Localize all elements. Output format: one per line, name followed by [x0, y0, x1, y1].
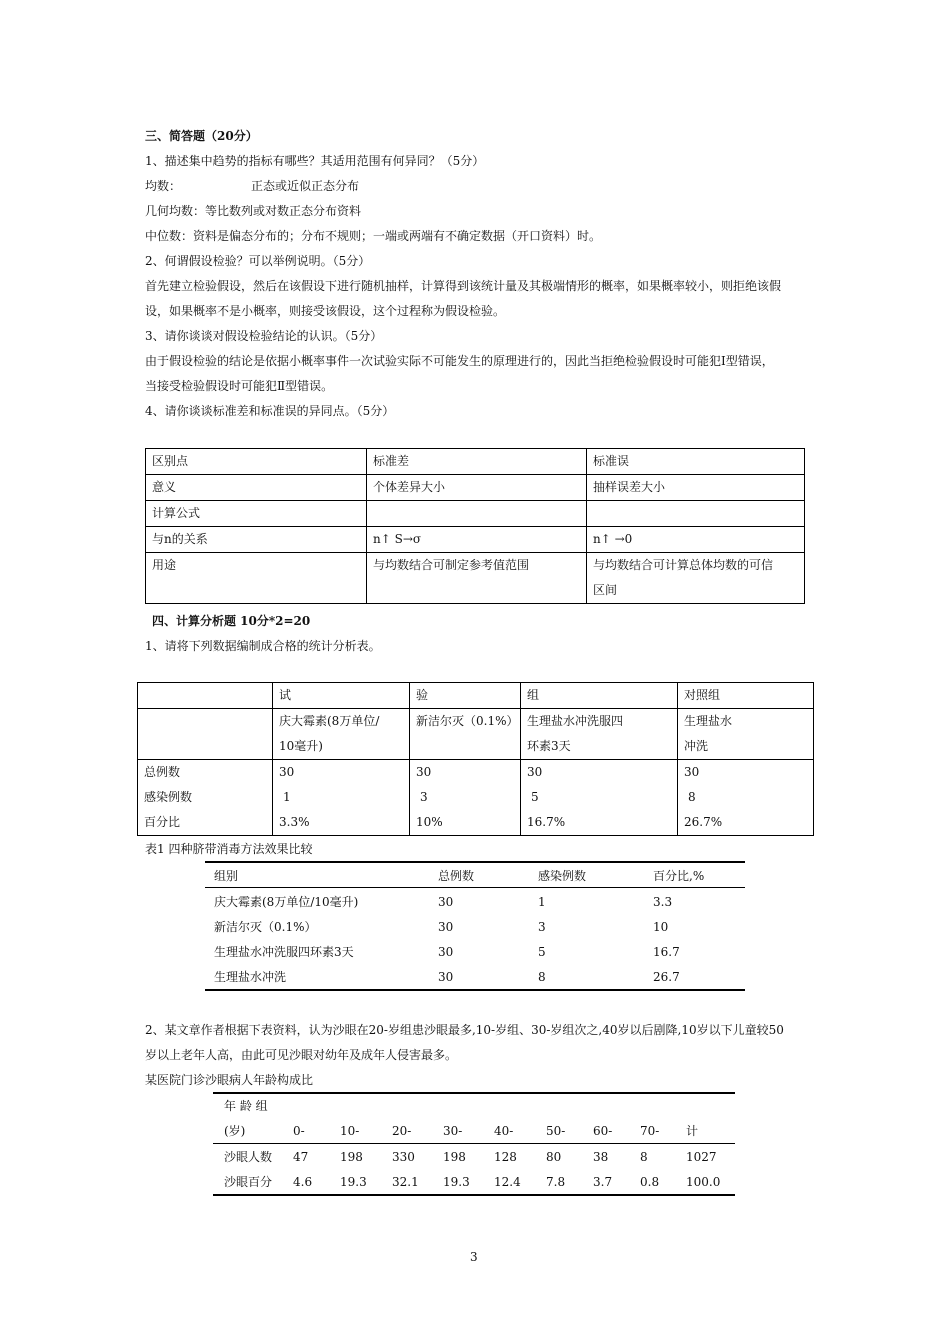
- table-cell: 3.7: [593, 1175, 613, 1189]
- table-cell: 19.3: [340, 1175, 367, 1189]
- table-header-cell: 百分比,%: [653, 869, 705, 883]
- table-bottom-rule: [205, 989, 745, 991]
- table-cell: 5: [538, 945, 546, 959]
- table-cell: 128: [494, 1150, 517, 1164]
- cell-line: 8: [688, 790, 696, 804]
- table-row: [146, 475, 805, 501]
- table-row: [138, 760, 814, 836]
- table-cell: n↑ S→σ: [367, 527, 587, 553]
- cell-line: 5: [531, 790, 539, 804]
- cell-line: 新洁尔灭（0.1%）: [416, 714, 519, 728]
- table-cell: 对照组: [678, 683, 814, 709]
- table-header-cell: 10-: [340, 1124, 360, 1138]
- answer-1a-text: 正态或近似正态分布: [251, 179, 360, 193]
- table-cell: [273, 760, 410, 836]
- cell-line: 总例数: [144, 765, 181, 779]
- table-cell: 沙眼人数: [224, 1150, 273, 1164]
- table-cell: 198: [443, 1150, 466, 1164]
- table-cell: 抽样误差大小: [587, 475, 805, 501]
- table-row: [146, 553, 805, 604]
- table-cell: [367, 501, 587, 527]
- question-3: 3、请你谈谈对假设检验结论的认识。（5分）: [145, 329, 383, 343]
- table-cell: 8: [640, 1150, 648, 1164]
- table-cell: 30: [438, 895, 454, 909]
- table-row: [146, 449, 805, 475]
- sd-se-compare-table: [145, 448, 805, 604]
- cell-line: 30: [527, 765, 543, 779]
- table-cell: 意义: [146, 475, 367, 501]
- table-cell: 个体差异大小: [367, 475, 587, 501]
- table-cell: 12.4: [494, 1175, 521, 1189]
- table-header-cell: 30-: [443, 1124, 463, 1138]
- page-number: 3: [470, 1250, 478, 1264]
- answer-2-line2: 设，如果概率不是小概率，则接受该假设，这个过程称为假设检验。: [145, 304, 506, 318]
- table-cell: 30: [438, 970, 454, 984]
- table-header-cell: 0-: [293, 1124, 305, 1138]
- answer-1b: 几何均数：等比数列或对数正态分布资料: [145, 204, 362, 218]
- table-cell: 8: [538, 970, 546, 984]
- table-header-cell: 感染例数: [538, 869, 587, 883]
- table-cell: 80: [546, 1150, 562, 1164]
- cell-line: 3.3%: [279, 815, 310, 829]
- cell-line: 百分比: [144, 815, 181, 829]
- answer-1c: 中位数：资料是偏态分布的；分布不规则；一端或两端有不确定数据（开口资料）时。: [145, 229, 602, 243]
- table-cell: [410, 709, 521, 760]
- section4-question-2-line2: 岁以上老年人高，由此可见沙眼对幼年及成年人侵害最多。: [145, 1048, 458, 1062]
- raw-data-table: [137, 682, 814, 836]
- question-2: 2、何谓假设检验？可以举例说明。（5分）: [145, 254, 371, 268]
- table-cell: 与n的关系: [146, 527, 367, 553]
- section4-question-1: 1、请将下列数据编制成合格的统计分析表。: [145, 639, 381, 653]
- table-header-cell: 40-: [494, 1124, 514, 1138]
- cell-line: 26.7%: [684, 815, 723, 829]
- table-cell: 30: [438, 945, 454, 959]
- answer-1a-label: 均数：: [145, 179, 182, 193]
- table-row: [138, 709, 814, 760]
- table-cell: [521, 709, 678, 760]
- table-cell: [410, 760, 521, 836]
- table-cell: 0.8: [640, 1175, 660, 1189]
- cell-line: 感染例数: [144, 790, 193, 804]
- table-row: [146, 501, 805, 527]
- table-cell: 验: [410, 683, 521, 709]
- cell-line: 区间: [593, 583, 618, 597]
- cell-line: 10毫升): [279, 739, 323, 753]
- table-cell: [138, 709, 273, 760]
- table-top-rule: [213, 1092, 735, 1094]
- table-cell: [273, 709, 410, 760]
- cell-line: 16.7%: [527, 815, 566, 829]
- question-1: 1、描述集中趋势的指标有哪些？其适用范围有何异同？（5分）: [145, 154, 485, 168]
- table-header-cell: 总例数: [438, 869, 475, 883]
- table-header-cell: 60-: [593, 1124, 613, 1138]
- table-cell: 生理盐水冲洗: [214, 970, 287, 984]
- table-header-cell: 计: [686, 1124, 699, 1138]
- table-cell: 4.6: [293, 1175, 313, 1189]
- cell-line: 冲洗: [684, 739, 709, 753]
- table-mid-rule: [213, 1143, 735, 1144]
- table-cell: [138, 683, 273, 709]
- cell-line: 30: [684, 765, 700, 779]
- trachoma-table-caption: 某医院门诊沙眼病人年龄构成比: [145, 1073, 314, 1087]
- section4-question-2-line1: 2、某文章作者根据下表资料，认为沙眼在20-岁组患沙眼最多,10-岁组、30-岁组次之,40岁以后剧降,10岁以下儿童较50: [145, 1023, 784, 1037]
- table-cell: 198: [340, 1150, 363, 1164]
- cell-line: 环素3天: [527, 739, 571, 753]
- table-header-cell: 组别: [214, 869, 239, 883]
- table-cell: 3: [538, 920, 546, 934]
- table-cell: [587, 553, 805, 604]
- table-cell: 标准误: [587, 449, 805, 475]
- cell-line: 生理盐水: [684, 714, 733, 728]
- cell-line: 10%: [416, 815, 443, 829]
- table-header-cell: 年 龄 组: [224, 1099, 268, 1113]
- table1-caption: 表1 四种脐带消毒方法效果比较: [145, 842, 313, 856]
- table-cell: 计算公式: [146, 501, 367, 527]
- table-cell: 3.3: [653, 895, 673, 909]
- table-cell: 区别点: [146, 449, 367, 475]
- table-header-cell: 70-: [640, 1124, 660, 1138]
- table-cell: 47: [293, 1150, 309, 1164]
- section3-title: 三、简答题（20分）: [145, 129, 258, 143]
- section4-title: 四、计算分析题 10分*2=20: [152, 614, 311, 628]
- answer-3-line2: 当接受检验假设时可能犯Ⅱ型错误。: [145, 379, 334, 393]
- table-cell: 32.1: [392, 1175, 419, 1189]
- table-cell: [678, 760, 814, 836]
- table-cell: 1027: [686, 1150, 717, 1164]
- table-top-rule: [205, 861, 745, 863]
- answer-3-line1: 由于假设检验的结论是依据小概率事件一次试验实际不可能发生的原理进行的，因此当拒绝检验假设时可能犯Ⅰ型错误，: [145, 354, 774, 368]
- table-row: [138, 683, 814, 709]
- table-cell: 与均数结合可制定参考值范围: [367, 553, 587, 604]
- cell-line: 生理盐水冲洗服四: [527, 714, 624, 728]
- table-cell: 标准差: [367, 449, 587, 475]
- table-cell: 26.7: [653, 970, 680, 984]
- cell-line: 30: [279, 765, 295, 779]
- cell-line: 3: [420, 790, 428, 804]
- table-cell: [521, 760, 678, 836]
- table-header-cell: (岁): [224, 1124, 246, 1138]
- table-cell: 沙眼百分: [224, 1175, 273, 1189]
- table-cell: 30: [438, 920, 454, 934]
- table-cell: 100.0: [686, 1175, 721, 1189]
- table-header-cell: 20-: [392, 1124, 412, 1138]
- cell-line: 与均数结合可计算总体均数的可信: [593, 558, 774, 572]
- table-cell: 组: [521, 683, 678, 709]
- table-cell: [678, 709, 814, 760]
- cell-line: 庆大霉素(8万单位/: [279, 714, 380, 728]
- answer-2-line1: 首先建立检验假设，然后在该假设下进行随机抽样，计算得到该统计量及其极端情形的概率，如果概率较小，则拒绝该假: [145, 279, 782, 293]
- table-header-cell: 50-: [546, 1124, 566, 1138]
- table-cell: 新洁尔灭（0.1%）: [214, 920, 317, 934]
- table-cell: 16.7: [653, 945, 680, 959]
- question-4: 4、请你谈谈标准差和标准误的异同点。（5分）: [145, 404, 395, 418]
- cell-line: 1: [283, 790, 291, 804]
- table-cell: 7.8: [546, 1175, 566, 1189]
- table-cell: n↑ →0: [587, 527, 805, 553]
- table-cell: 生理盐水冲洗服四环素3天: [214, 945, 354, 959]
- table-mid-rule: [205, 887, 745, 888]
- table-cell: [138, 760, 273, 836]
- table-cell: [587, 501, 805, 527]
- cell-line: 30: [416, 765, 432, 779]
- table-cell: 庆大霉素(8万单位/10毫升): [214, 895, 359, 909]
- table-cell: 10: [653, 920, 669, 934]
- table-cell: 1: [538, 895, 546, 909]
- table-cell: 19.3: [443, 1175, 470, 1189]
- table-cell: 试: [273, 683, 410, 709]
- table-row: [146, 527, 805, 553]
- table-cell: 330: [392, 1150, 415, 1164]
- table-bottom-rule: [213, 1194, 735, 1196]
- table-cell: 用途: [146, 553, 367, 604]
- table-cell: 38: [593, 1150, 609, 1164]
